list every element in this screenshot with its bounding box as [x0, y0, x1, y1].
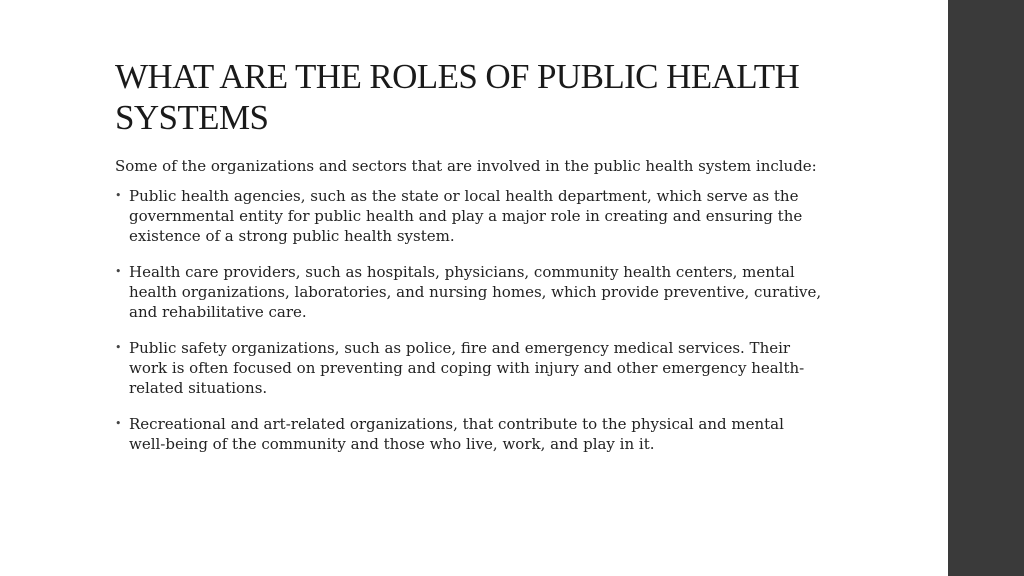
bullet-item — [115, 414, 825, 454]
intro-text: Some of the organizations and sectors that are involved in the public health system include: — [115, 157, 817, 175]
bullet-icon: • — [115, 341, 122, 354]
bullet-icon: • — [115, 417, 122, 430]
bullet-item — [115, 186, 825, 246]
bullet-text: Health care providers, such as hospitals, physicians, community health centers, mental health organizations, laboratories, and nursing homes, which provide preventive, curative, and rehabilitative care. — [129, 263, 822, 321]
bullet-text: Recreational and art-related organizations, that contribute to the physical and mental well-being of the community and those who live, work, and play in it. — [129, 415, 784, 453]
bullet-text: Public safety organizations, such as police, fire and emergency medical services. Their work is often focused on preventing and coping with injury and other emergency health-related situations. — [129, 339, 805, 397]
bullet-item — [115, 262, 825, 322]
bullet-text: Public health agencies, such as the state or local health department, which serve as the governmental entity for public health and play a major role in creating and ensuring the existence of a strong public health system. — [129, 187, 803, 245]
slide-title: WHAT ARE THE ROLES OF PUBLIC HEALTH SYSTEMS — [115, 57, 800, 137]
bullet-item — [115, 338, 825, 398]
bullet-icon: • — [115, 189, 122, 202]
decorative-side-bar — [948, 0, 1024, 576]
bullet-icon: • — [115, 265, 122, 278]
bullet-list — [115, 186, 825, 454]
slide-content — [115, 156, 825, 470]
